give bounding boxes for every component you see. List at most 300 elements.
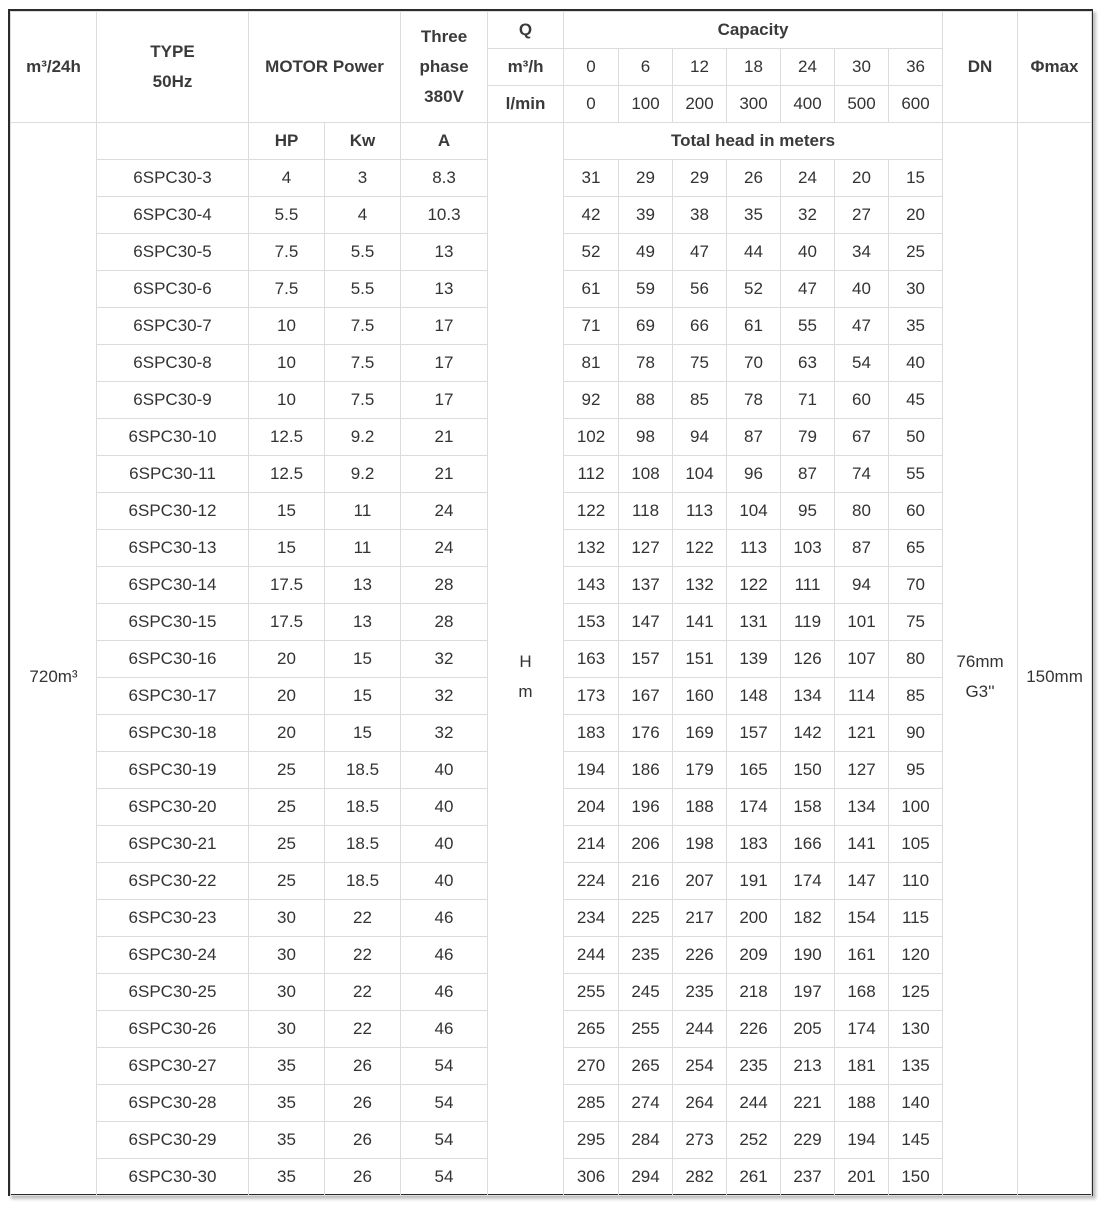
head-value-cell: 39 <box>619 197 673 234</box>
head-value-cell: 134 <box>835 789 889 826</box>
kw-cell: 5.5 <box>325 271 401 308</box>
head-value-cell: 127 <box>835 752 889 789</box>
head-value-cell: 112 <box>564 456 619 493</box>
hp-cell: 17.5 <box>249 604 325 641</box>
type-cell: 6SPC30-19 <box>97 752 249 789</box>
head-value-cell: 38 <box>673 197 727 234</box>
head-value-cell: 150 <box>781 752 835 789</box>
type-cell: 6SPC30-7 <box>97 308 249 345</box>
head-value-cell: 198 <box>673 826 727 863</box>
type-cell: 6SPC30-14 <box>97 567 249 604</box>
head-value-cell: 214 <box>564 826 619 863</box>
head-value-cell: 145 <box>889 1122 943 1159</box>
head-value-cell: 244 <box>564 937 619 974</box>
amp-cell: 17 <box>401 345 488 382</box>
head-value-cell: 255 <box>564 974 619 1011</box>
head-value-cell: 30 <box>889 271 943 308</box>
head-value-cell: 188 <box>673 789 727 826</box>
type-cell: 6SPC30-22 <box>97 863 249 900</box>
head-value-cell: 88 <box>619 382 673 419</box>
head-value-cell: 167 <box>619 678 673 715</box>
head-value-cell: 174 <box>835 1011 889 1048</box>
amp-cell: 46 <box>401 1011 488 1048</box>
dn-header: DN <box>943 12 1018 123</box>
head-value-cell: 121 <box>835 715 889 752</box>
head-value-cell: 87 <box>781 456 835 493</box>
head-value-cell: 306 <box>564 1159 619 1196</box>
amp-cell: 46 <box>401 900 488 937</box>
amp-cell: 32 <box>401 715 488 752</box>
head-value-cell: 182 <box>781 900 835 937</box>
head-value-cell: 50 <box>889 419 943 456</box>
head-value-cell: 207 <box>673 863 727 900</box>
kw-cell: 22 <box>325 1011 401 1048</box>
head-value-cell: 161 <box>835 937 889 974</box>
head-value-cell: 244 <box>727 1085 781 1122</box>
head-value-cell: 134 <box>781 678 835 715</box>
head-value-cell: 181 <box>835 1048 889 1085</box>
head-value-cell: 104 <box>673 456 727 493</box>
head-value-cell: 110 <box>889 863 943 900</box>
q-spacer <box>488 123 564 160</box>
head-value-cell: 160 <box>673 678 727 715</box>
head-value-cell: 176 <box>619 715 673 752</box>
head-value-cell: 75 <box>673 345 727 382</box>
hp-cell: 30 <box>249 900 325 937</box>
head-value-cell: 244 <box>673 1011 727 1048</box>
head-value-cell: 142 <box>781 715 835 752</box>
head-value-cell: 196 <box>619 789 673 826</box>
hp-cell: 15 <box>249 493 325 530</box>
head-value-cell: 94 <box>673 419 727 456</box>
head-value-cell: 143 <box>564 567 619 604</box>
head-value-cell: 168 <box>835 974 889 1011</box>
head-value-cell: 157 <box>727 715 781 752</box>
head-value-cell: 213 <box>781 1048 835 1085</box>
head-value-cell: 186 <box>619 752 673 789</box>
head-value-cell: 261 <box>727 1159 781 1196</box>
head-value-cell: 150 <box>889 1159 943 1196</box>
kw-cell: 18.5 <box>325 863 401 900</box>
capacity-lmin-cell: 200 <box>673 86 727 123</box>
head-value-cell: 157 <box>619 641 673 678</box>
head-value-cell: 218 <box>727 974 781 1011</box>
head-value-cell: 78 <box>619 345 673 382</box>
kw-cell: 5.5 <box>325 234 401 271</box>
head-value-cell: 225 <box>619 900 673 937</box>
head-value-cell: 173 <box>564 678 619 715</box>
head-value-cell: 104 <box>727 493 781 530</box>
head-value-cell: 126 <box>781 641 835 678</box>
head-value-cell: 188 <box>835 1085 889 1122</box>
head-value-cell: 56 <box>673 271 727 308</box>
head-value-cell: 120 <box>889 937 943 974</box>
head-value-cell: 235 <box>619 937 673 974</box>
head-value-cell: 158 <box>781 789 835 826</box>
head-value-cell: 70 <box>727 345 781 382</box>
type-cell: 6SPC30-16 <box>97 641 249 678</box>
type-cell: 6SPC30-4 <box>97 197 249 234</box>
head-value-cell: 60 <box>889 493 943 530</box>
amp-cell: 21 <box>401 419 488 456</box>
head-value-cell: 78 <box>727 382 781 419</box>
head-value-cell: 132 <box>673 567 727 604</box>
head-value-cell: 94 <box>835 567 889 604</box>
head-value-cell: 245 <box>619 974 673 1011</box>
head-value-cell: 100 <box>889 789 943 826</box>
head-value-cell: 130 <box>889 1011 943 1048</box>
capacity-header: Capacity <box>564 12 943 49</box>
head-value-cell: 74 <box>835 456 889 493</box>
hp-cell: 10 <box>249 345 325 382</box>
lmin-label: l/min <box>488 86 564 123</box>
head-value-cell: 270 <box>564 1048 619 1085</box>
kw-cell: 26 <box>325 1122 401 1159</box>
head-value-cell: 79 <box>781 419 835 456</box>
head-value-cell: 80 <box>835 493 889 530</box>
capacity-m3h-cell: 24 <box>781 49 835 86</box>
head-value-cell: 47 <box>781 271 835 308</box>
hp-cell: 10 <box>249 382 325 419</box>
phi-spacer <box>1018 123 1092 160</box>
head-value-cell: 71 <box>781 382 835 419</box>
head-value-cell: 52 <box>564 234 619 271</box>
head-value-cell: 226 <box>727 1011 781 1048</box>
table-row <box>11 160 1092 197</box>
head-value-cell: 127 <box>619 530 673 567</box>
capacity-m3h-cell: 36 <box>889 49 943 86</box>
amp-header: A <box>401 123 488 160</box>
capacity-lmin-cell: 600 <box>889 86 943 123</box>
head-value-cell: 95 <box>781 493 835 530</box>
type-cell: 6SPC30-25 <box>97 974 249 1011</box>
type-cell: 6SPC30-21 <box>97 826 249 863</box>
head-value-cell: 114 <box>835 678 889 715</box>
kw-cell: 26 <box>325 1085 401 1122</box>
capacity-lmin-cell: 100 <box>619 86 673 123</box>
amp-cell: 54 <box>401 1159 488 1196</box>
head-value-cell: 118 <box>619 493 673 530</box>
head-value-cell: 226 <box>673 937 727 974</box>
head-value-cell: 264 <box>673 1085 727 1122</box>
head-value-cell: 194 <box>835 1122 889 1159</box>
head-value-cell: 20 <box>889 197 943 234</box>
head-value-cell: 217 <box>673 900 727 937</box>
head-value-cell: 148 <box>727 678 781 715</box>
amp-cell: 46 <box>401 974 488 1011</box>
head-value-cell: 24 <box>781 160 835 197</box>
kw-cell: 18.5 <box>325 752 401 789</box>
type-cell: 6SPC30-15 <box>97 604 249 641</box>
type-header <box>97 12 249 123</box>
head-value-cell: 42 <box>564 197 619 234</box>
head-value-cell: 85 <box>889 678 943 715</box>
head-value-cell: 115 <box>889 900 943 937</box>
amp-cell: 8.3 <box>401 160 488 197</box>
head-value-cell: 254 <box>673 1048 727 1085</box>
head-value-cell: 69 <box>619 308 673 345</box>
total-head-header: Total head in meters <box>564 123 943 160</box>
kw-cell: 11 <box>325 530 401 567</box>
head-value-cell: 285 <box>564 1085 619 1122</box>
hp-cell: 30 <box>249 937 325 974</box>
kw-cell: 13 <box>325 567 401 604</box>
head-value-cell: 85 <box>673 382 727 419</box>
capacity-lmin-cell: 300 <box>727 86 781 123</box>
head-value-cell: 237 <box>781 1159 835 1196</box>
amp-cell: 54 <box>401 1122 488 1159</box>
hp-cell: 20 <box>249 715 325 752</box>
amp-cell: 46 <box>401 937 488 974</box>
type-cell: 6SPC30-10 <box>97 419 249 456</box>
head-value-cell: 132 <box>564 530 619 567</box>
head-value-cell: 96 <box>727 456 781 493</box>
capacity-lmin-cell: 400 <box>781 86 835 123</box>
head-value-cell: 252 <box>727 1122 781 1159</box>
head-value-cell: 101 <box>835 604 889 641</box>
head-value-cell: 137 <box>619 567 673 604</box>
hp-cell: 17.5 <box>249 567 325 604</box>
head-value-cell: 44 <box>727 234 781 271</box>
head-value-cell: 65 <box>889 530 943 567</box>
head-value-cell: 87 <box>727 419 781 456</box>
hp-cell: 20 <box>249 641 325 678</box>
head-value-cell: 255 <box>619 1011 673 1048</box>
head-value-cell: 32 <box>781 197 835 234</box>
head-value-cell: 147 <box>619 604 673 641</box>
kw-cell: 18.5 <box>325 826 401 863</box>
head-value-cell: 183 <box>564 715 619 752</box>
type-cell: 6SPC30-12 <box>97 493 249 530</box>
hp-header: HP <box>249 123 325 160</box>
kw-cell: 7.5 <box>325 345 401 382</box>
head-unit-cell <box>488 160 564 1196</box>
amp-cell: 40 <box>401 789 488 826</box>
capacity-m3h-cell: 6 <box>619 49 673 86</box>
kw-cell: 15 <box>325 641 401 678</box>
head-value-cell: 35 <box>727 197 781 234</box>
head-value-cell: 191 <box>727 863 781 900</box>
kw-cell: 13 <box>325 604 401 641</box>
head-value-cell: 234 <box>564 900 619 937</box>
amp-cell: 28 <box>401 604 488 641</box>
head-value-cell: 45 <box>889 382 943 419</box>
head-value-cell: 71 <box>564 308 619 345</box>
hp-cell: 10 <box>249 308 325 345</box>
head-value-cell: 55 <box>889 456 943 493</box>
head-value-cell: 34 <box>835 234 889 271</box>
head-value-cell: 163 <box>564 641 619 678</box>
head-value-cell: 274 <box>619 1085 673 1122</box>
dn-spacer <box>943 123 1018 160</box>
head-value-cell: 47 <box>835 308 889 345</box>
head-value-cell: 125 <box>889 974 943 1011</box>
head-value-cell: 179 <box>673 752 727 789</box>
dn-value-line2: G3'' <box>965 682 995 702</box>
dn-value-line1: 76mm <box>956 652 1004 672</box>
head-value-cell: 60 <box>835 382 889 419</box>
head-value-cell: 54 <box>835 345 889 382</box>
kw-cell: 9.2 <box>325 419 401 456</box>
head-value-cell: 235 <box>727 1048 781 1085</box>
hp-cell: 35 <box>249 1048 325 1085</box>
hp-cell: 7.5 <box>249 234 325 271</box>
head-value-cell: 135 <box>889 1048 943 1085</box>
head-value-cell: 122 <box>673 530 727 567</box>
capacity-m3h-cell: 30 <box>835 49 889 86</box>
head-value-cell: 139 <box>727 641 781 678</box>
capacity-m3h-cell: 12 <box>673 49 727 86</box>
capacity-m3h-cell: 0 <box>564 49 619 86</box>
amp-cell: 10.3 <box>401 197 488 234</box>
kw-cell: 26 <box>325 1159 401 1196</box>
header-row-1 <box>11 12 1092 49</box>
head-value-cell: 61 <box>564 271 619 308</box>
kw-cell: 22 <box>325 974 401 1011</box>
hp-cell: 30 <box>249 1011 325 1048</box>
kw-cell: 15 <box>325 678 401 715</box>
head-value-cell: 265 <box>564 1011 619 1048</box>
hp-cell: 25 <box>249 863 325 900</box>
kw-cell: 18.5 <box>325 789 401 826</box>
head-value-cell: 174 <box>727 789 781 826</box>
hp-cell: 35 <box>249 1122 325 1159</box>
head-value-cell: 98 <box>619 419 673 456</box>
head-value-cell: 183 <box>727 826 781 863</box>
head-value-cell: 153 <box>564 604 619 641</box>
hp-cell: 12.5 <box>249 456 325 493</box>
hp-cell: 35 <box>249 1085 325 1122</box>
type-cell: 6SPC30-24 <box>97 937 249 974</box>
head-value-cell: 169 <box>673 715 727 752</box>
head-value-cell: 47 <box>673 234 727 271</box>
flow-unit-header: m³/24h <box>11 12 97 123</box>
three-phase-line1: Three <box>420 27 468 46</box>
head-value-cell: 119 <box>781 604 835 641</box>
head-value-cell: 92 <box>564 382 619 419</box>
head-value-cell: 224 <box>564 863 619 900</box>
kw-cell: 22 <box>325 900 401 937</box>
head-value-cell: 40 <box>835 271 889 308</box>
kw-cell: 3 <box>325 160 401 197</box>
head-value-cell: 81 <box>564 345 619 382</box>
flow-value-cell: 720m³ <box>11 160 97 1196</box>
type-cell: 6SPC30-29 <box>97 1122 249 1159</box>
head-value-cell: 103 <box>781 530 835 567</box>
head-value-cell: 166 <box>781 826 835 863</box>
head-value-cell: 55 <box>781 308 835 345</box>
amp-cell: 13 <box>401 271 488 308</box>
three-phase-line3: 380V <box>424 87 464 106</box>
phi-value-cell: 150mm <box>1018 160 1092 1196</box>
hp-cell: 5.5 <box>249 197 325 234</box>
kw-cell: 4 <box>325 197 401 234</box>
phi-max-header: Φmax <box>1018 12 1092 123</box>
head-value-cell: 90 <box>889 715 943 752</box>
pump-spec-table <box>10 11 1092 1196</box>
amp-cell: 32 <box>401 641 488 678</box>
kw-cell: 22 <box>325 937 401 974</box>
head-value-cell: 294 <box>619 1159 673 1196</box>
head-value-cell: 209 <box>727 937 781 974</box>
head-value-cell: 49 <box>619 234 673 271</box>
amp-cell: 40 <box>401 826 488 863</box>
head-value-cell: 141 <box>835 826 889 863</box>
head-value-cell: 122 <box>564 493 619 530</box>
type-header-line2: 50Hz <box>152 72 193 91</box>
type-cell: 6SPC30-5 <box>97 234 249 271</box>
kw-cell: 11 <box>325 493 401 530</box>
head-value-cell: 265 <box>619 1048 673 1085</box>
head-value-cell: 29 <box>673 160 727 197</box>
motor-power-header: MOTOR Power <box>249 12 401 123</box>
amp-cell: 32 <box>401 678 488 715</box>
head-value-cell: 25 <box>889 234 943 271</box>
head-value-cell: 140 <box>889 1085 943 1122</box>
head-value-cell: 151 <box>673 641 727 678</box>
m3h-label: m³/h <box>488 49 564 86</box>
head-value-cell: 216 <box>619 863 673 900</box>
hp-cell: 25 <box>249 752 325 789</box>
type-cell: 6SPC30-13 <box>97 530 249 567</box>
head-value-cell: 190 <box>781 937 835 974</box>
head-value-cell: 295 <box>564 1122 619 1159</box>
head-value-cell: 105 <box>889 826 943 863</box>
hp-cell: 30 <box>249 974 325 1011</box>
type-cell: 6SPC30-20 <box>97 789 249 826</box>
head-value-cell: 111 <box>781 567 835 604</box>
hp-cell: 25 <box>249 789 325 826</box>
hp-cell: 4 <box>249 160 325 197</box>
spec-table-frame <box>8 9 1093 1196</box>
type-cell: 6SPC30-6 <box>97 271 249 308</box>
head-value-cell: 87 <box>835 530 889 567</box>
head-value-cell: 284 <box>619 1122 673 1159</box>
head-unit-h: H <box>519 652 532 672</box>
head-value-cell: 147 <box>835 863 889 900</box>
head-value-cell: 66 <box>673 308 727 345</box>
head-value-cell: 27 <box>835 197 889 234</box>
type-cell: 6SPC30-23 <box>97 900 249 937</box>
type-cell: 6SPC30-9 <box>97 382 249 419</box>
three-phase-line2: phase <box>419 57 469 76</box>
type-cell: 6SPC30-26 <box>97 1011 249 1048</box>
head-value-cell: 70 <box>889 567 943 604</box>
type-header-line1: TYPE <box>150 42 195 61</box>
head-value-cell: 26 <box>727 160 781 197</box>
head-value-cell: 31 <box>564 160 619 197</box>
head-value-cell: 122 <box>727 567 781 604</box>
type-cell: 6SPC30-18 <box>97 715 249 752</box>
hp-cell: 15 <box>249 530 325 567</box>
head-value-cell: 61 <box>727 308 781 345</box>
head-value-cell: 141 <box>673 604 727 641</box>
head-value-cell: 113 <box>673 493 727 530</box>
three-phase-header <box>401 12 488 123</box>
amp-cell: 40 <box>401 863 488 900</box>
head-value-cell: 165 <box>727 752 781 789</box>
head-value-cell: 29 <box>619 160 673 197</box>
head-value-cell: 108 <box>619 456 673 493</box>
head-value-cell: 221 <box>781 1085 835 1122</box>
head-value-cell: 200 <box>727 900 781 937</box>
amp-cell: 24 <box>401 493 488 530</box>
amp-cell: 28 <box>401 567 488 604</box>
amp-cell: 54 <box>401 1048 488 1085</box>
type-cell: 6SPC30-27 <box>97 1048 249 1085</box>
head-value-cell: 59 <box>619 271 673 308</box>
amp-cell: 13 <box>401 234 488 271</box>
